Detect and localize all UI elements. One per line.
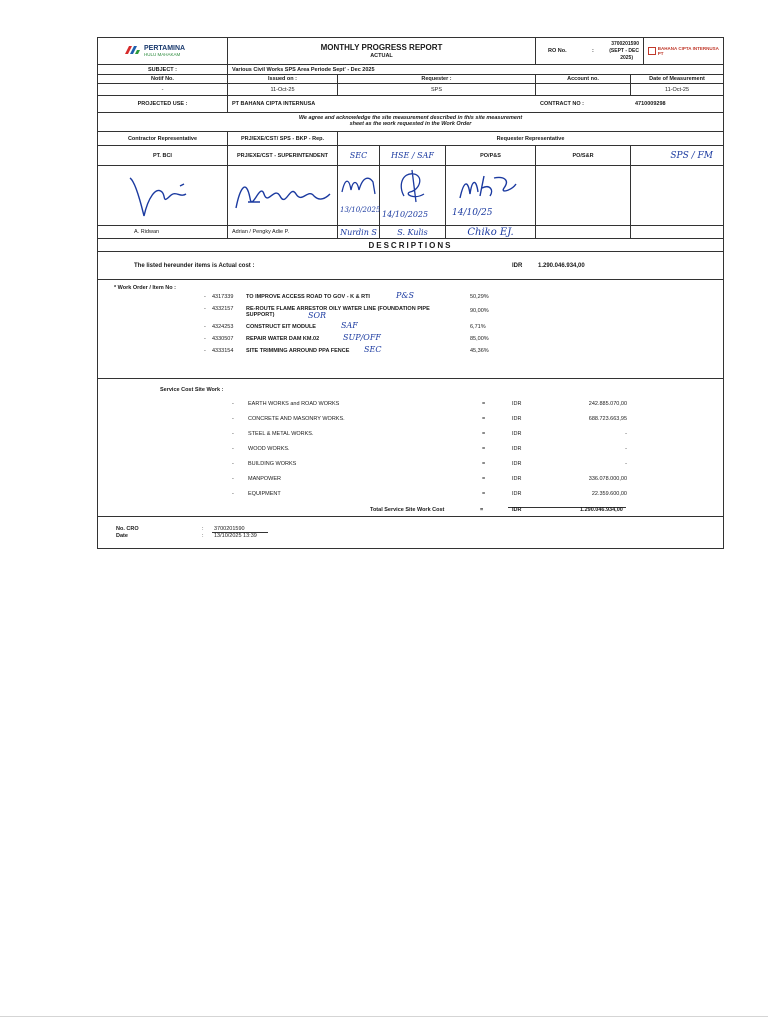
service-item-currency: IDR — [512, 446, 522, 452]
work-order-tag: P&S — [396, 291, 414, 300]
contract-label: CONTRACT NO : — [540, 101, 584, 107]
requester-rep-header: Requester Representative — [496, 135, 565, 142]
cro-value: 3700201590 — [214, 526, 245, 532]
signature-sps-fm-cell — [631, 166, 723, 225]
ro-label: RO No. — [548, 48, 567, 54]
account-header: Account no. — [536, 75, 631, 83]
info-header-row — [98, 75, 723, 84]
work-order-percent: 6,71% — [470, 324, 486, 330]
actual-cost-block — [98, 252, 723, 280]
signature-adrian-icon — [230, 168, 335, 224]
name-adrian: Adrian / Pengky Adie P. — [228, 226, 338, 238]
service-item-name: BUILDING WORKS — [248, 461, 297, 467]
requester-header: Requester : — [338, 75, 536, 83]
report-header — [98, 38, 723, 65]
signature-po-ps-cell — [446, 166, 536, 225]
company-name: PERTAMINA — [144, 45, 186, 52]
signature-date-3: 14/10/25 — [452, 208, 493, 218]
total-currency: IDR — [512, 507, 522, 513]
service-item-name: STEEL & METAL WORKS. — [248, 431, 314, 437]
contractor-logo-text: BAHANA CIPTA INTERNUSA PT — [657, 46, 719, 56]
name-row — [98, 226, 723, 239]
report-subtitle: ACTUAL — [370, 53, 393, 59]
service-item-eq: = — [482, 491, 486, 497]
prj-rep-header: PRJ/EXE/CST/ SPS - BKP - Rep. — [228, 132, 338, 145]
subject-value: Various Civil Works SPS Area Periode Sept' - Dec 2025 — [232, 66, 375, 73]
signature-nurdin-icon — [339, 170, 379, 200]
ro-colon: : — [592, 48, 594, 54]
service-item-currency: IDR — [512, 431, 522, 437]
work-order-number: 4330507 — [212, 336, 234, 342]
work-order-block — [98, 280, 723, 379]
name-sps-fm — [631, 226, 723, 238]
service-item-currency: IDR — [512, 461, 522, 467]
work-order-number: 4317339 — [212, 294, 234, 300]
requester-value: SPS — [338, 84, 536, 95]
service-item-value: - — [625, 446, 627, 452]
signature-superintendent-cell — [228, 166, 338, 225]
service-item-name: EARTH WORKS and ROAD WORKS — [248, 401, 340, 407]
role-sps-fm: SPS / FM — [670, 150, 713, 161]
signature-ridwan-icon — [122, 168, 202, 224]
agreement-row — [98, 113, 723, 132]
service-item-currency: IDR — [512, 416, 522, 422]
name-kulis: S. Kulis — [380, 226, 446, 238]
subject-row — [98, 65, 723, 75]
service-cost-block — [98, 379, 723, 517]
work-order-dash: - — [204, 336, 206, 342]
pertamina-mark-icon — [123, 44, 141, 56]
service-item-eq: = — [482, 416, 486, 422]
descriptions-title: DESCRIPTIONS — [368, 240, 453, 250]
work-order-dash: - — [204, 306, 206, 312]
subject-label: SUBJECT : — [98, 65, 228, 74]
name-nurdin: Nurdin S — [338, 226, 380, 238]
signature-kulis-icon — [384, 166, 444, 206]
service-item-currency: IDR — [512, 476, 522, 482]
total-value: 1.290.046.934,00 — [580, 507, 623, 513]
notif-header: Notif No. — [98, 75, 228, 83]
work-order-desc: RE-ROUTE FLAME ARRESTOR OILY WATER LINE (FOUNDATION PIPE — [246, 306, 430, 312]
name-ridwan: A. Ridwan — [98, 226, 228, 238]
bahana-logo-icon — [648, 47, 656, 55]
footer-underline — [212, 532, 268, 533]
service-item-dash: - — [232, 401, 234, 407]
work-order-label: * Work Order / Item No : — [114, 285, 176, 291]
work-order-desc: CONSTRUCT EIT MODULE — [246, 324, 316, 330]
notif-value: - — [98, 84, 228, 95]
report-title: MONTHLY PROGRESS REPORT — [320, 43, 443, 52]
account-value — [536, 84, 631, 95]
total-eq: = — [480, 507, 484, 513]
representative-header-row — [98, 132, 723, 146]
service-item-eq: = — [482, 431, 486, 437]
ro-number-cell — [536, 38, 644, 64]
actual-cost-value: 1.290.046.934,00 — [538, 263, 585, 269]
service-cost-label: Service Cost Site Work : — [160, 387, 224, 393]
work-order-desc: REPAIR WATER DAM KM.02 — [246, 336, 320, 342]
work-order-tag: SEC — [364, 345, 382, 354]
service-item-value: 688.723.663,95 — [588, 416, 627, 422]
work-order-number: 4332157 — [212, 306, 234, 312]
service-item-name: EQUIPMENT — [248, 491, 281, 497]
signature-hse-cell — [380, 166, 446, 225]
agreement-line1: We agree and acknowledge the site measurement described in this site measurement — [298, 115, 523, 121]
signature-po-sr-cell — [536, 166, 631, 225]
signature-chiko-icon — [454, 170, 524, 210]
work-order-tag: SOR — [308, 311, 327, 320]
work-order-desc: TO IMPROVE ACCESS ROAD TO GOV - K & RTI — [246, 294, 370, 300]
work-order-tag: SUP/OFF — [343, 333, 381, 342]
contract-value: 4710009298 — [635, 101, 666, 107]
signature-area — [98, 166, 723, 226]
service-item-value: 242.885.070,00 — [588, 401, 627, 407]
service-item-value: 22.359.600,00 — [591, 491, 627, 497]
report-title-cell — [228, 38, 536, 64]
signature-bci-cell — [98, 166, 228, 225]
service-item-dash: - — [232, 461, 234, 467]
contractor-logo — [644, 38, 723, 64]
work-order-number: 4324253 — [212, 324, 234, 330]
date-measurement-header: Date of Measurement — [649, 76, 705, 82]
descriptions-title-row — [98, 239, 723, 252]
service-item-name: CONCRETE AND MASONRY WORKS. — [248, 416, 345, 422]
date-value: 13/10/2025 13:39 — [214, 533, 257, 539]
service-item-dash: - — [232, 491, 234, 497]
work-order-desc-cont: SUPPORT) — [246, 312, 275, 318]
service-item-eq: = — [482, 476, 486, 482]
service-item-currency: IDR — [512, 401, 522, 407]
name-chiko: Chiko EJ. — [446, 226, 536, 238]
work-order-desc: SITE TRIMMING ARROUND PPA FENCE — [246, 348, 350, 354]
date-label: Date — [116, 533, 128, 539]
service-item-name: WOOD WORKS. — [248, 446, 290, 452]
issued-header: Issued on : — [228, 75, 338, 83]
signature-sec-cell — [338, 166, 380, 225]
work-order-percent: 85,00% — [470, 336, 489, 342]
work-order-number: 4333154 — [212, 348, 234, 354]
role-po-ps: PO/P&S — [446, 146, 536, 165]
signature-date-2: 14/10/2025 — [382, 210, 429, 219]
work-order-percent: 90,00% — [470, 308, 489, 314]
ro-value-line3: 2025) — [620, 55, 633, 61]
signature-date-1: 13/10/2025 — [340, 206, 381, 214]
service-item-value: - — [625, 461, 627, 467]
work-order-dash: - — [204, 324, 206, 330]
cro-colon: : — [202, 526, 204, 532]
role-hse: HSE / SAF — [380, 146, 446, 165]
date-measurement-value: 11-Oct-25 — [664, 86, 690, 93]
page-bottom-line — [0, 1016, 768, 1017]
role-row — [98, 146, 723, 166]
service-item-name: MANPOWER — [248, 476, 281, 482]
work-order-tag: SAF — [341, 321, 358, 330]
service-item-eq: = — [482, 461, 486, 467]
work-order-percent: 50,29% — [470, 294, 489, 300]
agreement-line2: sheet as the work requested in the Work Order — [349, 121, 472, 127]
actual-cost-label: The listed hereunder items is Actual cost : — [134, 263, 255, 269]
total-label: Total Service Site Work Cost — [370, 507, 445, 513]
role-superintendent: PRJ/EXE/CST - SUPERINTENDENT — [228, 146, 338, 165]
footer — [98, 524, 723, 548]
actual-cost-currency: IDR — [512, 263, 523, 269]
service-item-dash: - — [232, 416, 234, 422]
date-colon: : — [202, 533, 204, 539]
ro-value-line2: (SEPT - DEC — [609, 48, 639, 54]
project-label: PROJECTED USE : — [98, 96, 228, 112]
contractor-rep-header: Contractor Representative — [98, 132, 228, 145]
project-value: PT BAHANA CIPTA INTERNUSA — [232, 101, 316, 107]
info-value-row — [98, 84, 723, 96]
role-bci: PT. BCI — [98, 146, 228, 165]
service-item-currency: IDR — [512, 491, 522, 497]
service-item-eq: = — [482, 401, 486, 407]
company-subtitle: HULU MAHAKAM — [144, 52, 181, 57]
service-item-dash: - — [232, 446, 234, 452]
service-item-value: - — [625, 431, 627, 437]
work-order-percent: 45,36% — [470, 348, 489, 354]
role-sec: SEC — [338, 146, 380, 165]
cro-label: No. CRO — [116, 526, 139, 532]
service-item-dash: - — [232, 476, 234, 482]
project-row — [98, 96, 723, 113]
name-po-sr — [536, 226, 631, 238]
service-item-dash: - — [232, 431, 234, 437]
service-item-eq: = — [482, 446, 486, 452]
issued-value: 11-Oct-25 — [228, 84, 338, 95]
work-order-dash: - — [204, 348, 206, 354]
pertamina-logo — [98, 38, 228, 64]
work-order-dash: - — [204, 294, 206, 300]
service-item-value: 336.078.000,00 — [588, 476, 627, 482]
role-po-sr: PO/S&R — [536, 146, 631, 165]
ro-value-line1: 3700201590 — [611, 41, 639, 47]
progress-report-document — [97, 37, 724, 549]
